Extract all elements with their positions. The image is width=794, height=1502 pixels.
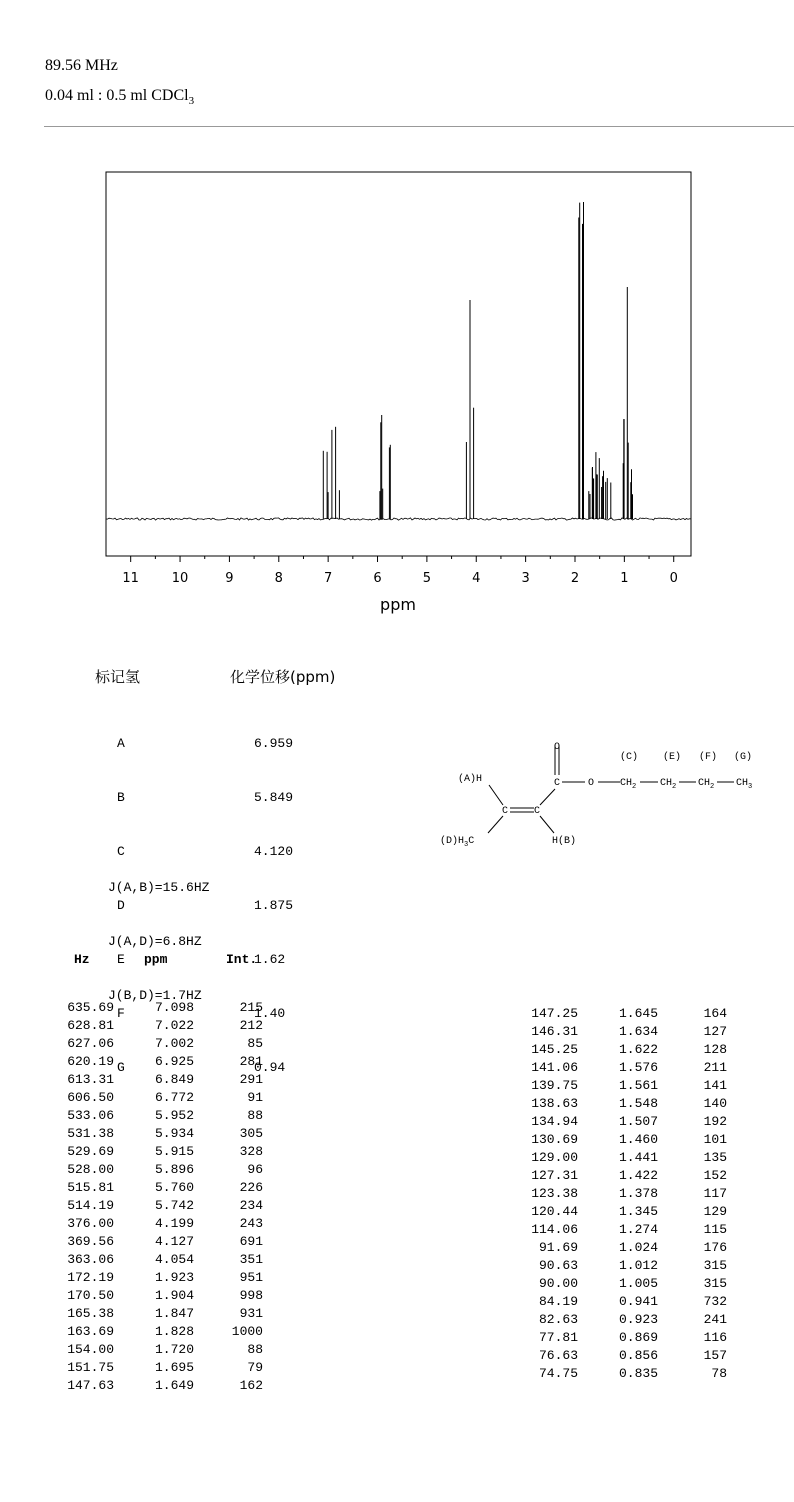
peak-hz: 165.38 [67,1306,114,1321]
peak-ppm: 7.022 [154,1018,194,1033]
peak-ppm: 0.869 [618,1330,658,1345]
peak-hz: 84.19 [538,1294,578,1309]
peak-ppm: 5.760 [154,1180,194,1195]
position-e-label: (E) [663,752,682,763]
peak-intensity: 931 [239,1306,263,1321]
peak-hz: 147.63 [67,1378,114,1393]
assignment-shift: 5.849 [254,790,294,805]
coupling-constant: J(B,D)=1.7HZ [108,988,202,1003]
x-tick-label: 11 [122,571,139,586]
peak-hz: 123.38 [531,1186,578,1201]
assignment-label: F [117,1006,125,1021]
peak-intensity: 78 [711,1366,727,1381]
x-tick-label: 4 [472,571,481,586]
x-tick-label: 2 [570,571,580,586]
assignment-label: D [117,898,125,913]
proton-a-label: (A)H [458,774,483,785]
assignment-shift: 1.875 [254,898,294,913]
peak-intensity: 135 [703,1150,727,1165]
peak-hz: 606.50 [67,1090,114,1105]
peak-ppm: 1.720 [154,1342,194,1357]
ch3-g-sub: 3 [748,783,753,791]
peak-intensity: 96 [247,1162,263,1177]
x-tick-label: 10 [171,571,189,586]
assignment-shift: 1.62 [254,952,286,967]
peak-intensity: 281 [239,1054,263,1069]
peak-ppm: 1.422 [618,1168,658,1183]
ch2-e-sub: 2 [672,783,677,791]
peak-hz: 127.31 [531,1168,578,1183]
peak-hz: 138.63 [531,1096,578,1111]
coupling-constant: J(A,B)=15.6HZ [108,880,210,895]
assignment-shift: 4.120 [254,844,294,859]
peak-intensity: 79 [247,1360,263,1375]
peak-ppm: 5.915 [154,1144,194,1159]
methyl-d-subscript: 3 [464,841,469,849]
ch2-f-text: CH [698,778,711,789]
proton-b-label: H(B) [552,836,577,847]
nmr-spectrum-chart [0,160,794,630]
peak-ppm: 1.695 [154,1360,194,1375]
peak-ppm: 1.649 [154,1378,194,1393]
peak-intensity: 315 [703,1258,727,1273]
peak-ppm: 1.441 [618,1150,658,1165]
header-divider [44,126,794,127]
x-tick-label: 6 [373,571,382,586]
peak-intensity: 162 [239,1378,263,1393]
coupling-constant: J(A,D)=6.8HZ [108,934,202,949]
peak-ppm: 4.127 [154,1234,194,1249]
peak-hz: 514.19 [67,1198,114,1213]
peak-ppm: 0.856 [618,1348,658,1363]
peak-intensity: 315 [703,1276,727,1291]
peak-hz: 363.06 [67,1252,114,1267]
ppm-column-header: ppm [144,952,168,967]
ester-oxygen: O [587,778,595,789]
peak-intensity: 157 [703,1348,727,1363]
peak-intensity: 88 [247,1342,263,1357]
x-axis-label: ppm [380,595,416,614]
peak-ppm: 5.896 [154,1162,194,1177]
peak-intensity: 212 [239,1018,263,1033]
ch2-c [620,778,636,791]
peak-hz: 627.06 [67,1036,114,1051]
peak-ppm: 5.952 [154,1108,194,1123]
peak-hz: 120.44 [531,1204,578,1219]
assignment-label: G [117,1060,125,1075]
peak-ppm: 1.548 [618,1096,658,1111]
peak-intensity: 117 [703,1186,727,1201]
peak-hz: 130.69 [531,1132,578,1147]
peak-hz: 77.81 [538,1330,578,1345]
peak-intensity: 164 [703,1006,727,1021]
peak-ppm: 1.634 [618,1024,658,1039]
peak-ppm: 1.645 [618,1006,658,1021]
peak-intensity: 129 [703,1204,727,1219]
peak-hz: 170.50 [67,1288,114,1303]
peak-hz: 529.69 [67,1144,114,1159]
peak-intensity: 998 [239,1288,263,1303]
peak-hz: 147.25 [531,1006,578,1021]
label-column-header: 标记氢 [95,668,141,686]
x-tick-label: 3 [521,571,530,586]
peak-hz: 151.75 [67,1360,114,1375]
peak-ppm: 5.934 [154,1126,194,1141]
ch2-f-sub: 2 [710,783,715,791]
peak-hz: 76.63 [538,1348,578,1363]
peak-intensity: 691 [239,1234,263,1249]
peak-ppm: 1.828 [154,1324,194,1339]
peak-hz: 134.94 [531,1114,578,1129]
peak-hz: 90.63 [538,1258,578,1273]
assignment-label: A [117,736,125,751]
peak-intensity: 85 [247,1036,263,1051]
peak-ppm: 1.024 [618,1240,658,1255]
peak-intensity: 328 [239,1144,263,1159]
peak-hz: 635.69 [67,1000,114,1015]
peak-intensity: 91 [247,1090,263,1105]
peak-hz: 129.00 [531,1150,578,1165]
ch3-g-text: CH [736,778,749,789]
peak-ppm: 1.576 [618,1060,658,1075]
peak-ppm: 1.274 [618,1222,658,1237]
peak-intensity: 115 [703,1222,727,1237]
ch2-c-sub: 2 [632,783,637,791]
carbonyl-oxygen: O [553,742,561,753]
peak-hz: 620.19 [67,1054,114,1069]
peak-intensity: 128 [703,1042,727,1057]
peak-intensity: 88 [247,1108,263,1123]
peak-ppm: 0.923 [618,1312,658,1327]
position-f-label: (F) [699,752,718,763]
peak-ppm: 6.849 [154,1072,194,1087]
assignment-label: C [117,844,125,859]
peak-intensity: 226 [239,1180,263,1195]
x-tick-label: 0 [669,571,678,586]
peak-intensity: 141 [703,1078,727,1093]
peak-hz: 74.75 [538,1366,578,1381]
peak-ppm: 1.378 [618,1186,658,1201]
peak-intensity: 140 [703,1096,727,1111]
peak-ppm: 7.098 [154,1000,194,1015]
peak-ppm: 1.923 [154,1270,194,1285]
peak-intensity: 192 [703,1114,727,1129]
peak-ppm: 1.904 [154,1288,194,1303]
peak-hz: 628.81 [67,1018,114,1033]
peak-hz: 114.06 [531,1222,578,1237]
peak-intensity: 152 [703,1168,727,1183]
peak-intensity: 291 [239,1072,263,1087]
peak-intensity: 127 [703,1024,727,1039]
ch2-e [660,778,676,791]
peak-ppm: 1.005 [618,1276,658,1291]
peak-ppm: 5.742 [154,1198,194,1213]
x-tick-label: 7 [324,571,333,586]
peak-hz: 515.81 [67,1180,114,1195]
methyl-d-carbon: C [468,836,475,847]
peak-hz: 82.63 [538,1312,578,1327]
x-tick-label: 9 [225,571,234,586]
position-c-label: (C) [620,752,639,763]
peak-hz: 145.25 [531,1042,578,1057]
peak-ppm: 0.941 [618,1294,658,1309]
peak-intensity: 101 [703,1132,727,1147]
structure-bonds [488,745,734,833]
methyl-d-label [440,835,474,849]
peak-hz: 146.31 [531,1024,578,1039]
assignment-label: B [117,790,125,805]
position-g-label: (G) [734,752,753,763]
hz-column-header: Hz [74,952,90,967]
peak-ppm: 1.012 [618,1258,658,1273]
peak-intensity: 215 [239,1000,263,1015]
peak-hz: 154.00 [67,1342,114,1357]
peak-intensity: 211 [703,1060,727,1075]
alkene-carbon-b: C [533,806,541,817]
peak-hz: 91.69 [538,1240,578,1255]
peak-intensity: 176 [703,1240,727,1255]
spectrometer-frequency: 89.56 MHz [45,57,118,74]
x-tick-label: 5 [422,571,432,586]
peak-intensity: 116 [703,1330,727,1345]
peak-intensity: 234 [239,1198,263,1213]
alkene-carbon-a: C [501,806,509,817]
ch2-e-text: CH [660,778,673,789]
sample-subscript: 3 [188,95,195,107]
peak-hz: 528.00 [67,1162,114,1177]
peak-ppm: 1.460 [618,1132,658,1147]
peak-hz: 141.06 [531,1060,578,1075]
sample-description [45,87,194,107]
assignment-shift: 1.40 [254,1006,286,1021]
peak-ppm: 1.847 [154,1306,194,1321]
peak-intensity: 243 [239,1216,263,1231]
peak-hz: 376.00 [67,1216,114,1231]
peak-ppm: 1.345 [618,1204,658,1219]
int-column-header: Int. [226,952,258,967]
peak-hz: 172.19 [67,1270,114,1285]
shift-column-header: 化学位移(ppm) [230,668,336,686]
assignment-shift: 0.94 [254,1060,286,1075]
peak-ppm: 7.002 [154,1036,194,1051]
peak-intensity: 351 [239,1252,263,1267]
molecular-structure [430,735,770,855]
peak-intensity: 732 [703,1294,727,1309]
peak-intensity: 305 [239,1126,263,1141]
peak-ppm: 4.199 [154,1216,194,1231]
peak-ppm: 1.622 [618,1042,658,1057]
peak-ppm: 0.835 [618,1366,658,1381]
x-tick-label: 1 [620,571,629,586]
peak-intensity: 1000 [231,1324,263,1339]
peak-hz: 139.75 [531,1078,578,1093]
peak-hz: 613.31 [67,1072,114,1087]
peak-ppm: 6.772 [154,1090,194,1105]
peak-intensity: 951 [239,1270,263,1285]
x-axis-ticks [122,556,677,586]
peak-ppm: 6.925 [154,1054,194,1069]
peak-hz: 163.69 [67,1324,114,1339]
ch2-c-text: CH [620,778,633,789]
assignment-label: E [117,952,125,967]
peak-intensity: 241 [703,1312,727,1327]
peak-hz: 533.06 [67,1108,114,1123]
ch2-f [698,778,714,791]
coupling-constants [108,843,209,1023]
methyl-d-h: (D)H [440,836,465,847]
peak-ppm: 4.054 [154,1252,194,1267]
carbonyl-carbon: C [553,778,561,789]
sample-text: 0.04 ml : 0.5 ml CDCl [45,87,189,104]
ch3-g [736,778,752,791]
x-tick-label: 8 [274,571,283,586]
peak-hz: 369.56 [67,1234,114,1249]
peak-hz: 531.38 [67,1126,114,1141]
peak-hz: 90.00 [538,1276,578,1291]
peak-ppm: 1.507 [618,1114,658,1129]
peak-ppm: 1.561 [618,1078,658,1093]
assignment-shift: 6.959 [254,736,294,751]
